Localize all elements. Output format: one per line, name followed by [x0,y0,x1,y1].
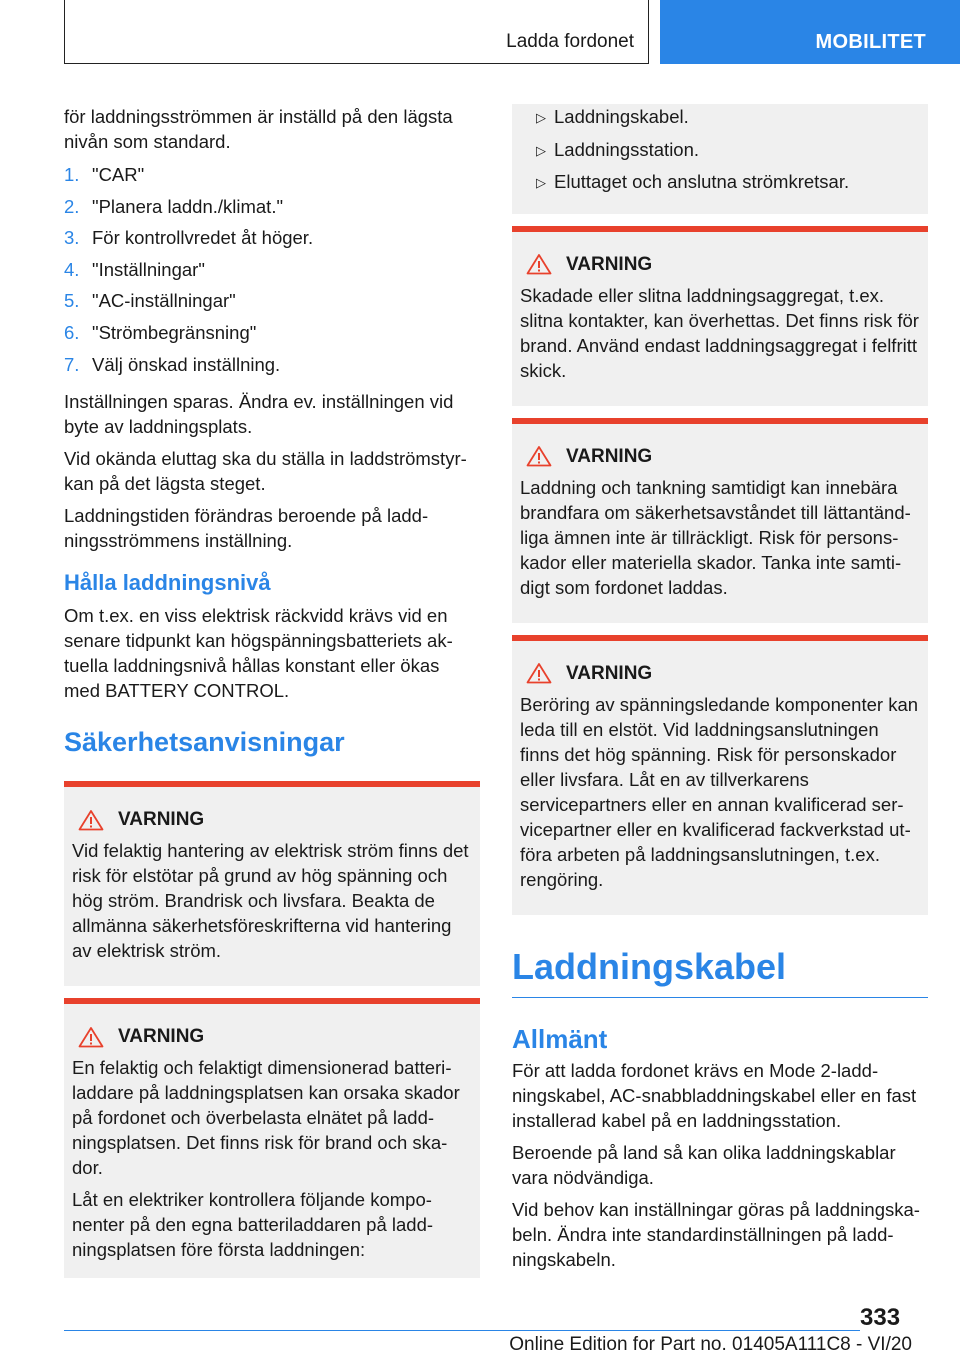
warning-box [512,226,928,406]
page-number: 333 [860,1304,901,1331]
paragraph-saved: Inställningen sparas. Ändra ev. inställningen vid byte av laddningsplats. [64,391,454,438]
heading-general: Allmänt [512,1023,608,1054]
warning-text: Vid felaktig hantering av elektrisk ström finns det risk för elstötar på grund av hög spänning och hög ström. Brandrisk och livsfara. Beakta de allmänna säkerhetsföreskrifterna vid hantering av elektrisk ström. [72,840,469,962]
subheading-hold-level: Hålla laddningsnivå [64,570,271,596]
step-number: 1. [64,164,80,185]
warning-text: Laddning och tankning samtidigt kan innebära brandfara om säkerhetsavståndet till lättantändliga ämnen inte är tillräckligt. Risk för personskador eller materiella skador. Tanka inte samtidigt som fordonet laddas. [520,476,911,598]
chapter-tab-label: MOBILITET [815,31,926,53]
warning-box [64,998,480,1278]
footer-divider [64,1330,860,1331]
warning-title [520,444,920,469]
chapter-tab [660,0,960,64]
warning-box [512,635,928,915]
warning-title [520,661,920,686]
warning-triangle-icon [78,1026,104,1048]
warning-title-text: VARNING [118,1026,205,1048]
step-item [64,320,480,352]
section-title: Ladda fordonet [506,31,634,52]
triangle-bullet-icon: ▷ [536,110,546,125]
left-column [64,104,480,1278]
warning-triangle-icon [526,445,552,467]
warning-title [72,807,472,832]
step-text: "Planera laddn./klimat." [92,195,284,217]
warning-text: Låt en elektriker kontrollera följande komponenter på den egna batteriladdaren på laddningsplatsen före första laddningen: [72,1189,434,1261]
list-item [520,104,920,137]
step-item [64,162,480,194]
warning-title-text: VARNING [566,445,653,467]
paragraph-unknown-outlets: Vid okända eluttag ska du ställa in laddströmstyrkan på det lägsta steget. [64,448,467,495]
chapter-heading: Laddningskabel [512,945,928,998]
step-text: "CAR" [92,164,145,185]
intro-paragraph: för laddningsströmmen är inställd på den lägsta nivån som standard. [64,106,453,152]
step-text: "AC-inställningar" [92,290,236,312]
step-text: Välj önskad inställning. [92,353,281,375]
step-item [64,352,480,384]
step-number: 4. [64,258,80,280]
steps-list [64,162,480,383]
step-number: 6. [64,321,80,343]
step-item [64,257,480,289]
step-text: "Inställningar" [92,258,205,280]
triangle-bullet-icon: ▷ [536,175,546,191]
paragraph-battery-control: Om t.ex. en viss elektrisk räckvidd krävs vid en senare tidpunkt kan högspänningsbatteriets aktuella laddningsnivå hållas konstant eller ökas med BATTERY CONTROL. [64,605,453,702]
step-item [64,194,480,226]
warning-title-text: VARNING [566,253,653,275]
warning-text: Skadade eller slitna laddningsaggregat, t.ex. slitna kontakter, kan överhettas. Det finns risk för brand. Använd endast laddningsaggregat i felfritt skick. [520,284,919,381]
list-item [520,137,920,170]
paragraph-country: Beroende på land så kan olika laddningskablar vara nödvändiga. [512,1141,896,1188]
right-column [512,104,928,1279]
warning-title-text: VARNING [566,662,653,684]
warning-text: Beröring av spänningsledande komponenter kan leda till en elstöt. Vid laddningsanslutningen finns det hög spänning. Risk för personskador eller livsfara. Låt en av tillverkarens servicepartners eller en annan kvalificerad servicepartner eller en kvalificerad fackverkstad utföra arbeten på laddningsanslutningen, t.ex. rengöring. [520,693,919,890]
section-heading-safety: Säkerhetsanvisningar [64,727,345,758]
step-number: 2. [64,195,80,217]
paragraph-settings: Vid behov kan inställningar göras på laddningskabeln. Ändra inte standardinställningen på laddningskabeln. [512,1198,920,1270]
step-item [64,288,480,320]
step-number: 7. [64,353,80,375]
paragraph-charging-time: Laddningstiden förändras beroende på laddningsströmmens inställning. [64,505,429,552]
warning-title [520,252,920,277]
warning-triangle-icon [78,809,104,831]
step-number: 3. [64,227,80,249]
list-item-text: Laddningskabel. [554,106,689,127]
list-item-text: Laddningsstation. [554,138,700,160]
warning-text: En felaktig och felaktigt dimensionerad batteriladdare på laddningsplatsen kan orsaka skador på fordonet och överbelasta elnätet på laddningsplatsen. Det finns risk för brand och skador. [72,1057,460,1179]
component-list [512,104,928,214]
warning-title-text: VARNING [118,809,205,831]
list-item-text: Eluttaget och anslutna strömkretsar. [554,171,850,193]
step-text: "Strömbegränsning" [92,321,257,343]
step-text: För kontrollvredet åt höger. [92,227,314,249]
header-section-box [64,0,649,64]
list-item [520,169,920,202]
warning-title [72,1024,472,1049]
paragraph-mode2: För att ladda fordonet krävs en Mode 2-laddningskabel, AC-snabbladdningskabel eller en fast installerad kabel på en laddningsstation. [512,1059,917,1131]
warning-triangle-icon [526,662,552,684]
footer-edition: Online Edition for Part no. 01405A111C8 - VI/20 [509,1334,912,1355]
step-number: 5. [64,290,80,312]
triangle-bullet-icon: ▷ [536,142,546,158]
warning-box [512,418,928,623]
warning-box [64,781,480,986]
step-item [64,225,480,257]
warning-triangle-icon [526,253,552,275]
